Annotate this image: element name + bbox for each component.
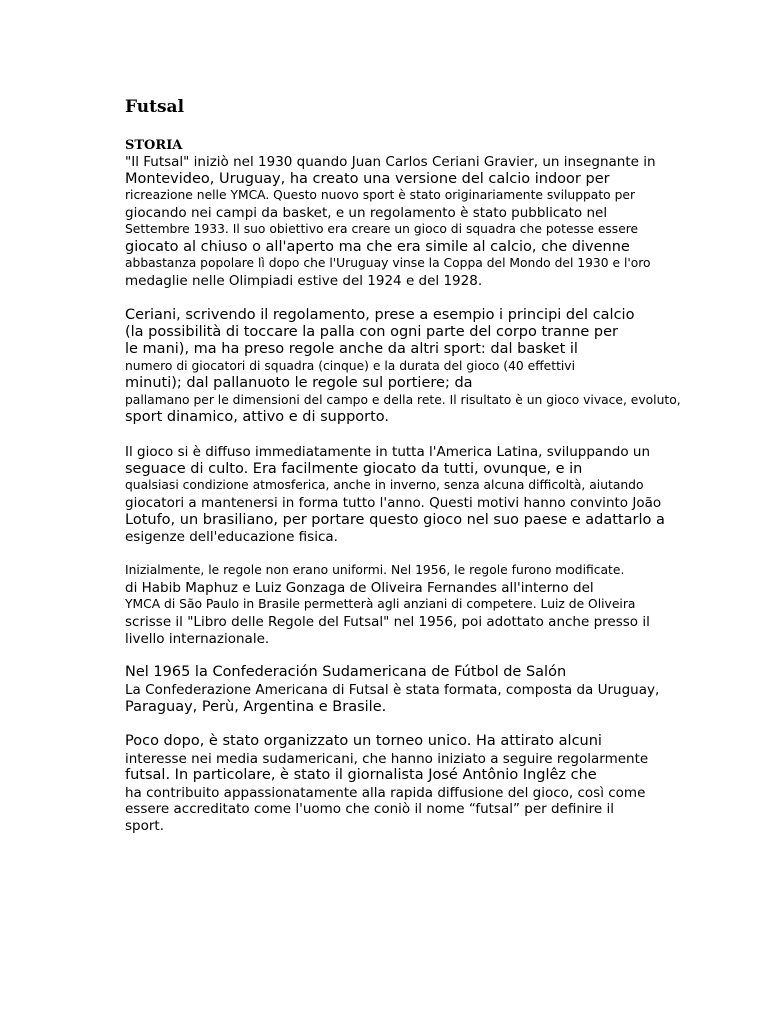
- text-line: seguace di culto. Era facilmente giocato da tutti, ovunque, e in: [125, 461, 583, 477]
- text-line: ha contribuito appassionatamente alla rapida diffusione del gioco, così come: [125, 785, 646, 801]
- text-line: Ceriani, scrivendo il regolamento, prese a esempio i principi del calcio: [125, 307, 635, 323]
- text-line: giocato al chiuso o all'aperto ma che era simile al calcio, che divenne: [125, 239, 630, 255]
- text-line: interesse nei media sudamericani, che hanno iniziato a seguire regolarmente: [125, 751, 649, 767]
- text-line: le mani), ma ha preso regole anche da altri sport: dal basket il: [125, 341, 578, 357]
- text-line: essere accreditato come l'uomo che coniò il nome “futsal” per definire il: [125, 801, 615, 817]
- text-line: Lotufo, un brasiliano, per portare questo gioco nel suo paese e adattarlo a: [125, 512, 665, 528]
- text-line: sport.: [125, 818, 164, 834]
- text-line: sport dinamico, attivo e di supporto.: [125, 409, 390, 425]
- text-line: futsal. In particolare, è stato il giornalista José Antônio Inglêz che: [125, 767, 597, 783]
- text-line: Il gioco si è diffuso immediatamente in tutta l'America Latina, sviluppando un: [125, 444, 650, 460]
- text-line: qualsiasi condizione atmosferica, anche in inverno, senza alcuna difficoltà, aiutando: [125, 478, 644, 492]
- text-line: esigenze dell'educazione fisica.: [125, 529, 338, 545]
- text-line: Nel 1965 la Confederación Sudamericana de Fútbol de Salón: [125, 664, 567, 680]
- text-line: numero di giocatori di squadra (cinque) e la durata del gioco (40 effettivi: [125, 359, 576, 373]
- text-line: giocando nei campi da basket, e un regolamento è stato pubblicato nel: [125, 205, 608, 221]
- text-line: medaglie nelle Olimpiadi estive del 1924 e del 1928.: [125, 273, 483, 289]
- text-line: YMCA di São Paulo in Brasile permetterà agli anziani di competere. Luiz de Oliveira: [125, 597, 636, 611]
- text-line: giocatori a mantenersi in forma tutto l'anno. Questi motivi hanno convinto João: [125, 495, 662, 511]
- text-line: di Habib Maphuz e Luiz Gonzaga de Oliveira Fernandes all'interno del: [125, 580, 594, 596]
- text-line: Montevideo, Uruguay, ha creato una versione del calcio indoor per: [125, 171, 610, 187]
- text-line: minuti); dal pallanuoto le regole sul portiere; da: [125, 375, 473, 391]
- document-title: Futsal: [125, 97, 185, 117]
- text-line: scrisse il "Libro delle Regole del Futsal" nel 1956, poi adottato anche presso il: [125, 614, 650, 630]
- text-line: La Confederazione Americana di Futsal è stata formata, composta da Uruguay,: [125, 682, 660, 698]
- text-line: Settembre 1933. Il suo obiettivo era creare un gioco di squadra che potesse essere: [125, 222, 639, 236]
- section-heading: STORIA: [125, 138, 183, 153]
- text-line: (la possibilità di toccare la palla con ogni parte del corpo tranne per: [125, 324, 619, 340]
- text-line: Paraguay, Perù, Argentina e Brasile.: [125, 699, 387, 715]
- text-line: livello internazionale.: [125, 631, 270, 647]
- text-line: Inizialmente, le regole non erano uniformi. Nel 1956, le regole furono modificate.: [125, 563, 625, 577]
- document-page: [125, 96, 715, 834]
- text-line: "Il Futsal" iniziò nel 1930 quando Juan Carlos Ceriani Gravier, un insegnante in: [125, 154, 656, 170]
- text-line: Poco dopo, è stato organizzato un torneo unico. Ha attirato alcuni: [125, 733, 602, 749]
- text-line: abbastanza popolare lì dopo che l'Uruguay vinse la Coppa del Mondo del 1930 e l'oro: [125, 256, 651, 270]
- text-line: ricreazione nelle YMCA. Questo nuovo sport è stato originariamente sviluppato per: [125, 188, 636, 202]
- text-line: pallamano per le dimensioni del campo e della rete. Il risultato è un gioco vivace, evoluto,: [125, 393, 681, 407]
